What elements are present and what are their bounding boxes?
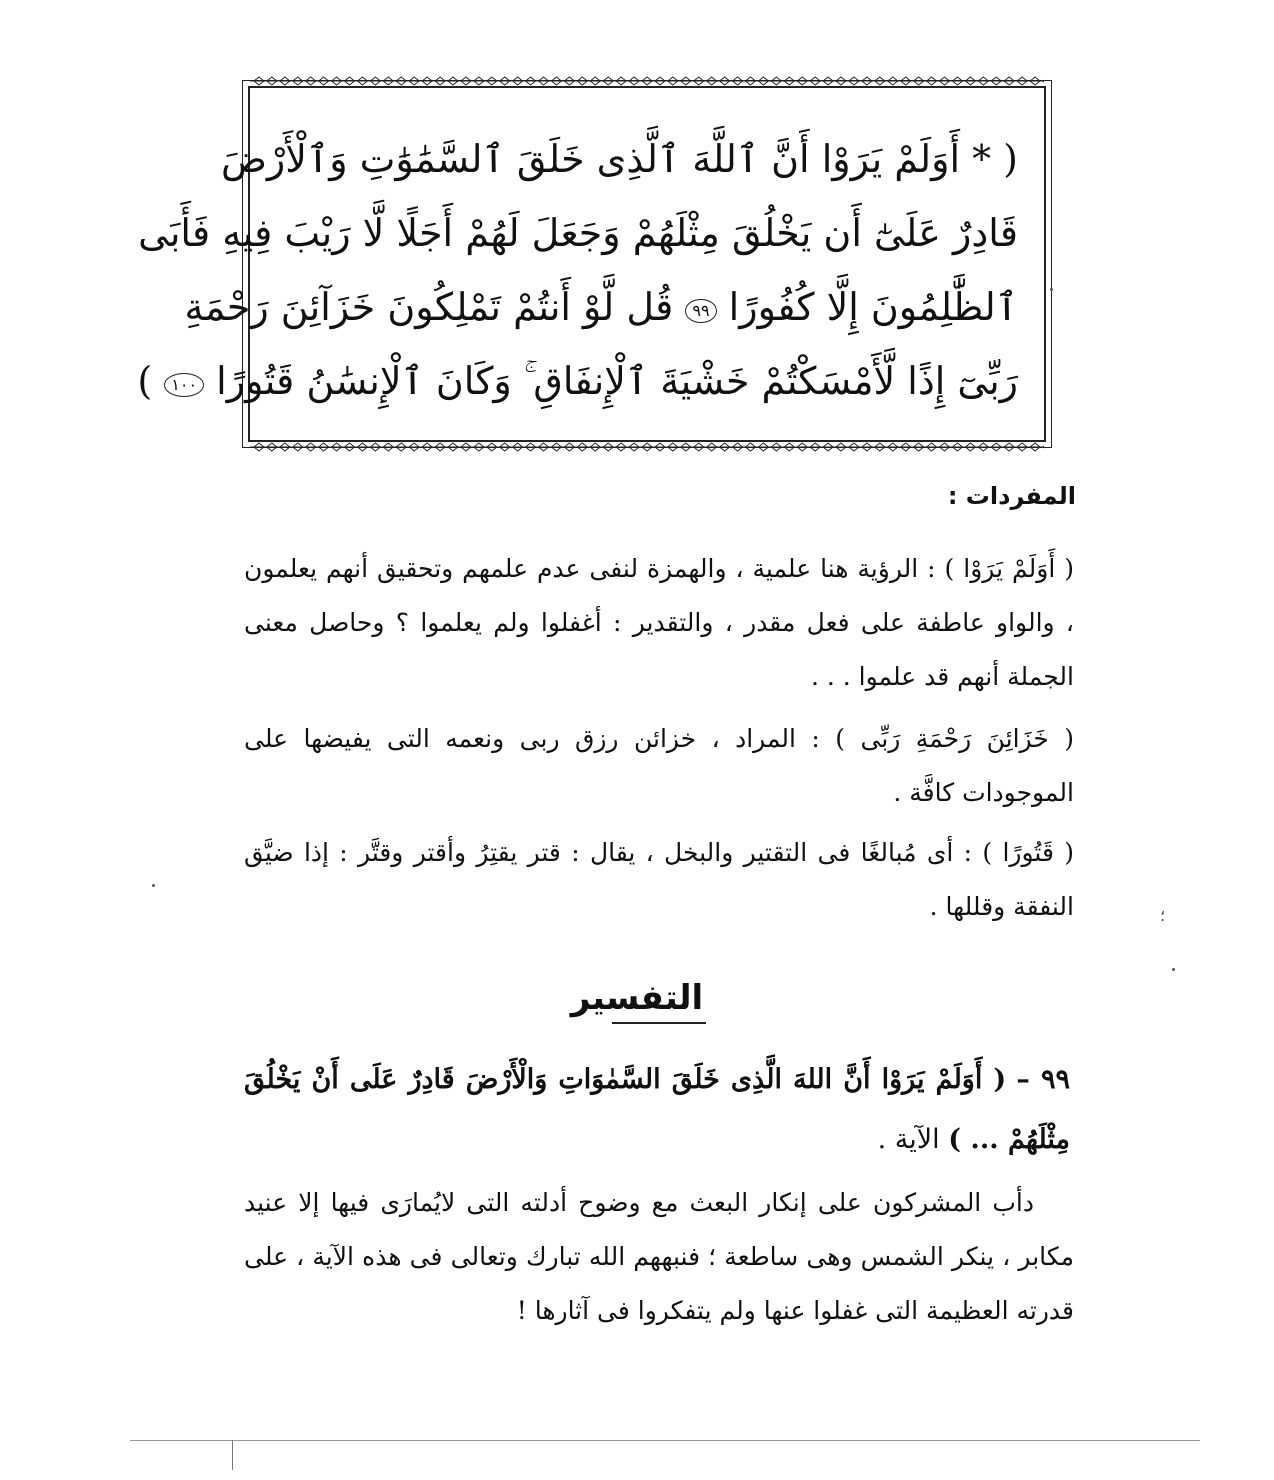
page-footer-rule: [130, 1440, 1200, 1441]
vocab-definition: : المراد ، خزائن رزق ربى ونعمه التى يفيضها على الموجودات كافَّة .: [244, 724, 1074, 807]
scan-speck: [1172, 968, 1175, 971]
scan-speck: [152, 884, 155, 887]
tafsir-title: التفسير: [570, 978, 704, 1018]
ayah-number-marker: ٩٩: [685, 299, 716, 323]
verse-text: [137, 122, 1018, 420]
ornament-border-top: [250, 76, 1044, 86]
ayah-number-marker: ١٠٠: [164, 373, 204, 397]
vocab-entry: [244, 712, 1074, 820]
verse-line-4a: رَبِّىٓ إِذًا لَّأَمْسَكْتُمْ خَشْيَةَ ٱلْإِنفَاقِ ۚ وَكَانَ ٱلْإِنسَٰنُ قَتُورًا: [216, 359, 1018, 403]
scan-speck: [1050, 288, 1053, 291]
verse-line-3b: قُل لَّوْ أَنتُمْ تَمْلِكُونَ خَزَآئِنَ رَحْمَةِ: [184, 285, 674, 329]
vocab-term: ( قَتُورًا ): [982, 838, 1074, 867]
vocab-definition: : الرؤية هنا علمية ، والهمزة لنفى عدم علمهم وتحقيق أنهم يعلمون ، والواو عاطفة على فعل مقدر ، والتقدير : أغفلوا ولم يعلموا ؟ وحاصل معنى الجملة أنهم قد علموا . . .: [244, 554, 1074, 691]
vocab-entry: [244, 542, 1074, 704]
verse-line-1: ( * أَوَلَمْ يَرَوْا أَنَّ ٱللَّهَ ٱلَّذِى خَلَقَ ٱلسَّمَٰوَٰتِ وَٱلْأَرْضَ: [220, 137, 1018, 181]
verse-line-2: قَادِرٌ عَلَىٰٓ أَن يَخْلُقَ مِثْلَهُمْ وَجَعَلَ لَهُمْ أَجَلًا لَّا رَيْبَ فِيهِ فَأَبَى: [138, 211, 1018, 255]
title-underline: [612, 1022, 706, 1024]
verse-frame: [137, 86, 1046, 442]
vocab-heading: المفردات :: [947, 482, 1076, 510]
page-footer-tick: [232, 1440, 233, 1470]
verse-closing-paren: ): [137, 359, 153, 403]
ayah-suffix: الآية .: [877, 1124, 940, 1155]
verse-line-3a: ٱلظَّٰلِمُونَ إِلَّا كُفُورًا: [728, 285, 1018, 329]
verse-line-4: [137, 344, 1018, 418]
vocab-entry: [244, 826, 1074, 934]
ayah-quote: ( أَوَلَمْ يَرَوْا أَنَّ اللهَ الَّذِى خَلَقَ السَّمٰوَاتِ وَالْأَرْضَ قَادِرٌ عَلَى أَنْ يَخْلُقَ مِثْلَهُمْ ... ): [244, 1064, 1070, 1155]
verse-line-3: [184, 270, 1018, 344]
vocab-term: ( خَزَائِنَ رَحْمَةِ رَبِّى ): [835, 724, 1075, 753]
tafsir-paragraph: دأب المشركون على إنكار البعث مع وضوح أدلته التى لايُمارَى فيها إلا عنيد مكابر ، ينكر الشمس وهى ساطعة ؛ فنبههم الله تبارك وتعالى فى هذه الآية ، على قدرته العظيمة التى غفلوا عنها ولم يتفكروا فى آثارها !: [244, 1188, 1074, 1325]
vocab-definition: : أى مُبالغًا فى التقتير والبخل ، يقال : قتر يقتِرُ وأقتر وقتَّر : إذا ضيَّق النفقة وقللها .: [244, 838, 1074, 921]
margin-mark: ؛: [1160, 906, 1166, 925]
tafsir-ayah-line: [244, 1050, 1070, 1170]
ornament-border-bottom: [250, 442, 1044, 452]
vocab-term: ( أَوَلَمْ يَرَوْا ): [944, 554, 1074, 583]
ayah-number: ٩٩ –: [1016, 1064, 1070, 1095]
